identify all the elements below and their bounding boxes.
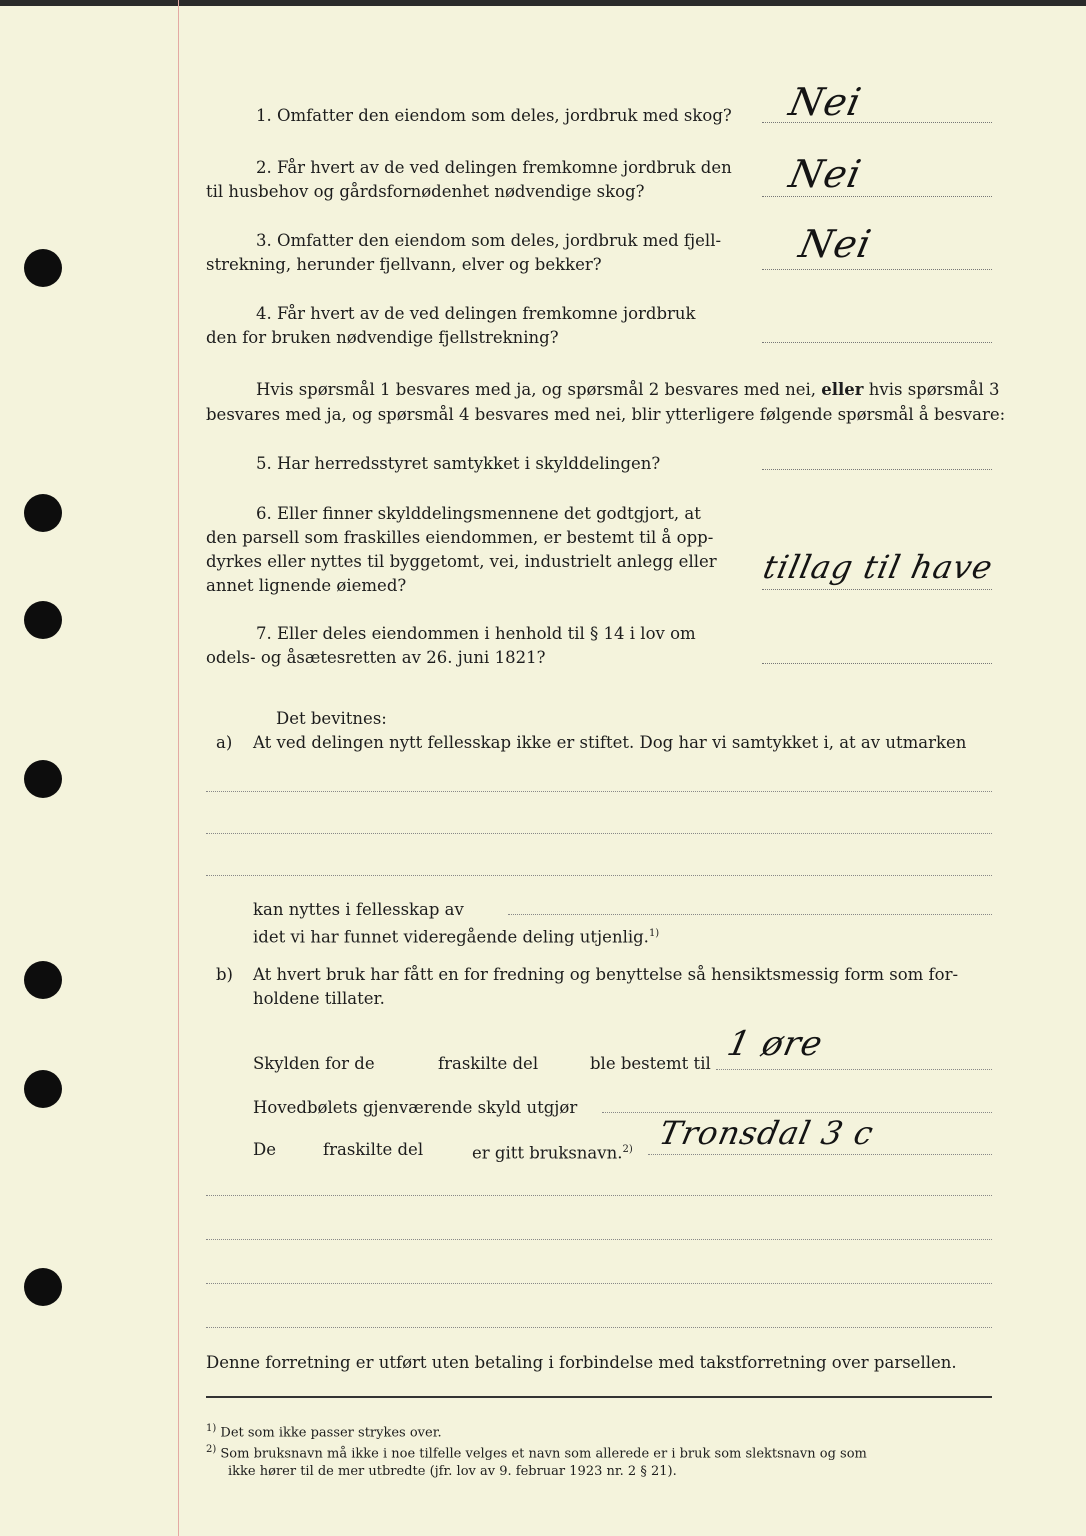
item-b-label: b)	[216, 965, 233, 984]
condition-eller: eller	[821, 380, 864, 399]
answer-7-line	[762, 662, 992, 664]
bruksnavn-de: De	[253, 1140, 276, 1159]
footnote-2-mark: 2)	[206, 1444, 217, 1456]
question-1-text: 1. Omfatter den eiendom som deles, jordbruk med skog?	[256, 106, 732, 125]
punch-hole-icon	[24, 961, 62, 999]
answer-3-handwriting: Nei	[795, 222, 876, 266]
skyld-word-3: ble bestemt til	[590, 1054, 711, 1073]
fellesskap-line1: kan nyttes i fellesskap av	[253, 900, 464, 919]
question-4-line1: 4. Får hvert av de ved delingen fremkomne jordbruk	[256, 304, 696, 323]
punch-hole-icon	[24, 601, 62, 639]
fellesskap-dotted-line	[508, 913, 992, 915]
question-5-text: 5. Har herredsstyret samtykket i skylddelingen?	[256, 454, 661, 473]
dotted-line	[206, 1326, 992, 1328]
question-4	[206, 302, 761, 350]
fellesskap-line2-text: idet vi har funnet videregående deling utjenlig.	[253, 927, 649, 947]
question-6-line2: den parsell som fraskilles eiendommen, er bestemt til å opp-	[206, 528, 714, 547]
question-6-line4: annet lignende øiemed?	[206, 576, 407, 595]
answer-4-line	[762, 341, 992, 343]
dotted-line	[206, 832, 992, 834]
item-b-line2: holdene tillater.	[253, 989, 385, 1008]
question-7-line1: 7. Eller deles eiendommen i henhold til § 14 i lov om	[256, 624, 696, 643]
punch-hole-icon	[24, 494, 62, 532]
question-6-line3: dyrkes eller nyttes til byggetomt, vei, industrielt anlegg eller	[206, 552, 717, 571]
item-a-text: At ved delingen nytt fellesskap ikke er stiftet. Dog har vi samtykket i, at av utmarken	[253, 733, 967, 752]
footnote-1-mark: 1)	[206, 1423, 217, 1434]
answer-1-handwriting: Nei	[785, 80, 866, 124]
answer-2-handwriting: Nei	[785, 152, 866, 196]
footnote-ref-2: 2)	[622, 1144, 633, 1155]
item-b-line1: At hvert bruk har fått en for fredning og benyttelse så hensiktsmessig form som for-	[253, 965, 959, 984]
hovedbol-dotted-line	[602, 1111, 992, 1113]
bevitnes-heading: Det bevitnes:	[276, 709, 387, 728]
answer-5-line	[762, 468, 992, 470]
hovedbol-label: Hovedbølets gjenværende skyld utgjør	[253, 1098, 578, 1117]
footnote-1-text: Det som ikke passer strykes over.	[220, 1425, 442, 1441]
skyld-word-2: fraskilte del	[438, 1054, 539, 1073]
question-2-line1: 2. Får hvert av de ved delingen fremkomne jordbruk den	[256, 158, 732, 177]
bruksnavn-handwriting: Tronsdal 3 c	[655, 1114, 878, 1152]
answer-6-handwriting: tillag til have	[759, 548, 997, 586]
dotted-line	[206, 1282, 992, 1284]
dotted-line	[206, 1194, 992, 1196]
footnote-2-line2: ikke hører til de mer utbredte (jfr. lov av 9. februar 1923 nr. 2 § 21).	[228, 1463, 677, 1479]
bruksnavn-dotted-line	[648, 1153, 992, 1155]
question-3-line1: 3. Omfatter den eiendom som deles, jordbruk med fjell-	[256, 231, 722, 250]
dotted-line	[206, 1238, 992, 1240]
condition-line2: besvares med ja, og spørsmål 4 besvares med nei, blir ytterligere følgende spørsmål å besvare:	[206, 405, 1006, 424]
footnote-ref-1: 1)	[648, 928, 660, 939]
punch-hole-icon	[24, 1268, 62, 1306]
question-2	[206, 156, 761, 204]
statement-text: Denne forretning er utført uten betaling i forbindelse med takstforretning over parsellen.	[206, 1353, 957, 1372]
scan-top-edge	[0, 0, 1086, 6]
question-2-line2: til husbehov og gårdsfornødenhet nødvendige skog?	[206, 182, 645, 201]
bruksnavn-fraskilte: fraskilte del	[323, 1140, 424, 1159]
margin-line	[178, 0, 179, 1536]
question-7	[206, 622, 761, 670]
punch-hole-icon	[24, 1070, 62, 1108]
question-1	[206, 104, 761, 128]
dotted-line	[206, 874, 992, 876]
skyld-dotted-line	[716, 1068, 992, 1070]
answer-6-line	[762, 588, 992, 590]
bruksnavn-gitt-text: er gitt bruksnavn.	[472, 1143, 623, 1163]
item-a-label: a)	[216, 733, 233, 752]
condition-text-b: hvis spørsmål 3	[868, 380, 1000, 399]
question-3-line2: strekning, herunder fjellvann, elver og bekker?	[206, 255, 602, 274]
question-3	[206, 229, 761, 277]
condition-paragraph	[206, 377, 1006, 427]
bruksnavn-gitt	[472, 1138, 633, 1166]
dotted-line	[206, 790, 992, 792]
footnote-separator	[206, 1396, 992, 1398]
question-5	[206, 452, 761, 476]
question-6	[206, 502, 761, 598]
skyld-word-1: Skylden for de	[253, 1054, 375, 1073]
condition-text-a: Hvis spørsmål 1 besvares med ja, og spørsmål 2 besvares med nei,	[256, 380, 817, 399]
punch-hole-icon	[24, 760, 62, 798]
answer-3-line	[762, 268, 992, 270]
footnotes	[206, 1420, 867, 1480]
question-4-line2: den for bruken nødvendige fjellstrekning?	[206, 328, 559, 347]
question-6-line1: 6. Eller finner skylddelingsmennene det godtgjort, at	[256, 504, 701, 523]
question-7-line2: odels- og åsætesretten av 26. juni 1821?	[206, 648, 546, 667]
skyld-value-handwriting: 1 øre	[723, 1024, 827, 1064]
footnote-2-line1: Som bruksnavn må ikke i noe tilfelle velges et navn som allerede er i bruk som slektsnavn og som	[220, 1446, 867, 1462]
fellesskap-line2	[253, 922, 659, 950]
punch-hole-icon	[24, 249, 62, 287]
